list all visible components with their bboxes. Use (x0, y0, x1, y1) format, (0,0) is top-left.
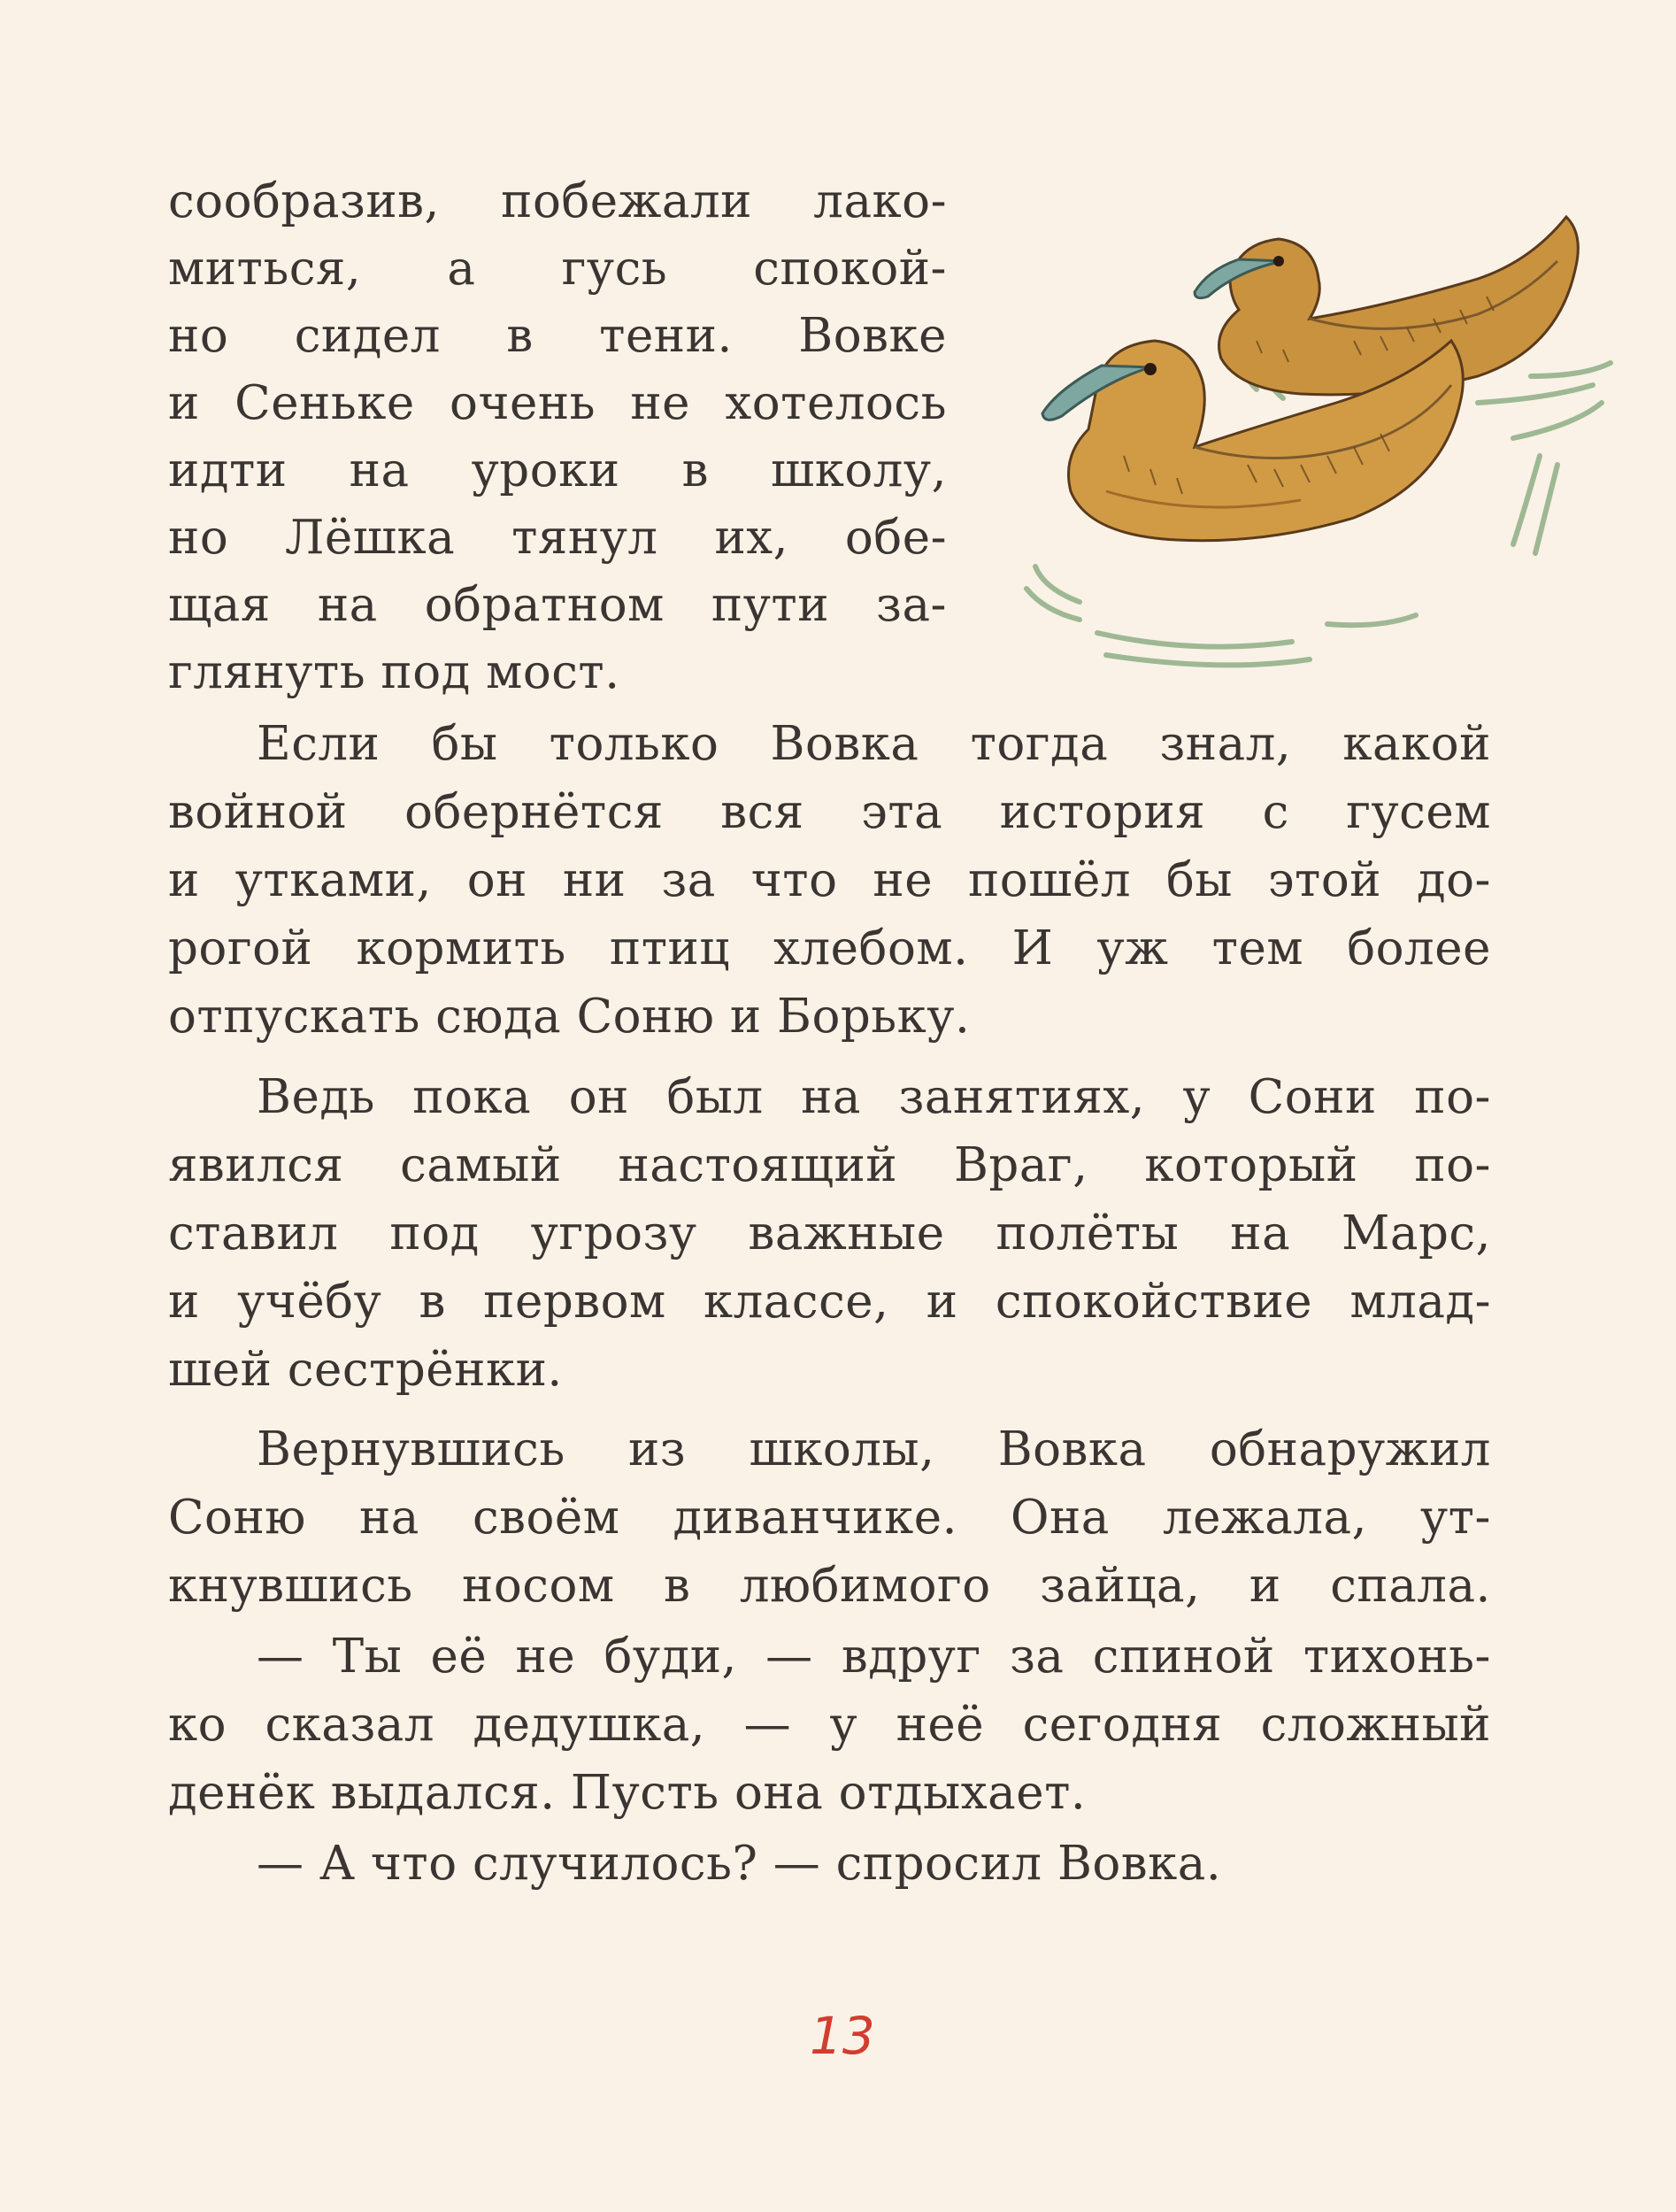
word: сказал (265, 1698, 435, 1752)
word: и (168, 853, 200, 907)
text-line (168, 854, 1491, 907)
text-line (168, 1344, 563, 1397)
text-line (168, 1699, 1491, 1752)
word: глянуть под мост. (168, 645, 620, 699)
word: только (549, 717, 719, 771)
word: обнаружил (1209, 1422, 1491, 1476)
word: рогой (168, 921, 313, 975)
word: Вовка (770, 717, 919, 771)
word: угрозу (530, 1206, 697, 1260)
word: обратном (424, 578, 665, 632)
word: более (1347, 921, 1491, 975)
text-line (168, 512, 947, 565)
word: что (750, 853, 838, 907)
text-line (168, 243, 947, 296)
text-line (168, 377, 947, 430)
word: знал, (1159, 717, 1292, 771)
word: а (447, 242, 476, 296)
page-number: 13 (810, 2006, 875, 2066)
word: уроки (471, 443, 620, 497)
word: первом (483, 1275, 666, 1329)
word: он (466, 853, 527, 907)
word: сообразив, (168, 174, 440, 228)
word: лако- (813, 174, 947, 228)
word: важные (748, 1206, 945, 1260)
word: диванчике. (673, 1491, 957, 1545)
word: денёк выдался. Пусть она отдыхает. (168, 1766, 1087, 1820)
text-line (168, 1423, 1491, 1476)
word: за- (876, 578, 947, 632)
text-line (168, 718, 1491, 771)
word: Вовке (798, 309, 947, 363)
word: шей сестрёнки. (168, 1343, 563, 1397)
word: сложный (1260, 1698, 1491, 1752)
word: он (568, 1070, 629, 1124)
word: идти (168, 443, 288, 497)
word: спала. (1330, 1559, 1491, 1613)
word: тем (1211, 921, 1304, 975)
word: отпускать сюда Соню и Борьку. (168, 990, 971, 1044)
text-line (168, 1838, 1221, 1891)
word: вся (720, 785, 804, 839)
word: по- (1414, 1138, 1491, 1192)
text-line (168, 1560, 1491, 1613)
word: полёты (996, 1206, 1180, 1260)
word: спокой- (753, 242, 947, 296)
word: пошёл (967, 853, 1132, 907)
word: тянул (511, 511, 658, 565)
word: и (1249, 1559, 1281, 1613)
word: какой (1342, 717, 1491, 771)
word: сегодня (1022, 1698, 1223, 1752)
word: этой (1267, 853, 1382, 907)
word: гусь (561, 242, 668, 296)
word: в (681, 443, 709, 497)
word: ут- (1420, 1491, 1491, 1545)
word: войной (168, 785, 348, 839)
word: классе, (703, 1275, 889, 1329)
word: занятиях, (898, 1070, 1146, 1124)
word: сидел (294, 309, 441, 363)
word: ко (168, 1698, 227, 1752)
text-line (168, 1071, 1491, 1124)
word: эта (861, 785, 943, 839)
word: пока (412, 1070, 532, 1124)
word: в (419, 1275, 446, 1329)
text-line (168, 579, 947, 632)
word: — А что случилось? — спросил Вовка. (257, 1837, 1222, 1891)
word: дедушка, (473, 1698, 706, 1752)
word: и (168, 376, 200, 430)
word: но (168, 511, 229, 565)
word: побежали (501, 174, 752, 228)
word: уж (1096, 921, 1169, 975)
word: зайца, (1040, 1559, 1201, 1613)
text-line (168, 1767, 1086, 1820)
word: Сеньке (234, 376, 415, 430)
word: спокойствие (995, 1275, 1313, 1329)
word: утками, (234, 853, 432, 907)
word: бы (431, 717, 498, 771)
word: очень (450, 376, 596, 430)
word: школы, (749, 1422, 935, 1476)
word: Марс, (1342, 1206, 1491, 1260)
ducks-illustration (1018, 164, 1664, 695)
text-line (168, 444, 947, 497)
word: своём (472, 1491, 620, 1545)
word: самый (400, 1138, 562, 1192)
word: за (661, 853, 716, 907)
word: не (630, 376, 691, 430)
text-line (168, 922, 1491, 975)
word: на (1230, 1206, 1291, 1260)
word: её (430, 1630, 488, 1684)
word: кнувшись (168, 1559, 413, 1613)
word: вдруг (841, 1630, 981, 1684)
word: явился (168, 1138, 344, 1192)
word: неё (896, 1698, 985, 1752)
word: из (627, 1422, 687, 1476)
text-line (168, 310, 947, 363)
word: — (257, 1630, 304, 1684)
word: тогда (970, 717, 1109, 771)
text-line (168, 1276, 1491, 1329)
word: обе- (844, 511, 947, 565)
word: спиной (1092, 1630, 1275, 1684)
word: Соню (168, 1491, 306, 1545)
word: у (1182, 1070, 1211, 1124)
word: за (1010, 1630, 1065, 1684)
word: не (515, 1630, 576, 1684)
word: на (358, 1491, 419, 1545)
text-line (168, 786, 1491, 839)
word: в (664, 1559, 691, 1613)
word: Ты (332, 1630, 403, 1684)
word: бы (1165, 853, 1233, 907)
word: хлебом. (773, 921, 969, 975)
word: Вернувшись (257, 1422, 565, 1476)
word: на (317, 578, 378, 632)
word: Она (1011, 1491, 1110, 1545)
word: Ведь (257, 1070, 375, 1124)
word: кормить (356, 921, 566, 975)
word: который (1144, 1138, 1358, 1192)
word: Вовка (997, 1422, 1147, 1476)
word: щая (168, 578, 271, 632)
word: до- (1416, 853, 1491, 907)
word: под (389, 1206, 480, 1260)
word: млад- (1349, 1275, 1491, 1329)
word: гусем (1346, 785, 1491, 839)
word: носом (462, 1559, 615, 1613)
word: с (1262, 785, 1289, 839)
word: ни (562, 853, 627, 907)
word: хотелось (725, 376, 947, 430)
word: пути (711, 578, 830, 632)
word: на (801, 1070, 862, 1124)
word: и (168, 1275, 200, 1329)
word: — (743, 1698, 792, 1752)
text-line (168, 1491, 1491, 1545)
word: у (829, 1698, 858, 1752)
word: миться, (168, 242, 362, 296)
word: буди, (604, 1630, 737, 1684)
word: тени. (599, 309, 733, 363)
word: по- (1414, 1070, 1491, 1124)
word: их, (714, 511, 788, 565)
word: ставил (168, 1206, 339, 1260)
word: в (506, 309, 534, 363)
word: но (168, 309, 229, 363)
word: история (999, 785, 1206, 839)
word: — (765, 1630, 813, 1684)
word: Лёшка (285, 511, 456, 565)
word: Враг, (953, 1138, 1088, 1192)
word: не (873, 853, 934, 907)
text-line (168, 990, 970, 1044)
text-line (168, 1207, 1491, 1260)
text-line (168, 1630, 1491, 1684)
word: был (666, 1070, 764, 1124)
word: любимого (739, 1559, 991, 1613)
word: обернётся (404, 785, 664, 839)
word: настоящий (618, 1138, 898, 1192)
word: птиц (609, 921, 730, 975)
word: и (926, 1275, 958, 1329)
text-line (168, 646, 620, 699)
word: Если (257, 717, 381, 771)
text-line (168, 1139, 1491, 1192)
word: учёбу (237, 1275, 382, 1329)
word: школу, (770, 443, 947, 497)
word: на (349, 443, 410, 497)
word: Сони (1248, 1070, 1377, 1124)
word: И (1011, 921, 1054, 975)
text-line (168, 175, 947, 228)
word: тихонь- (1303, 1630, 1491, 1684)
word: лежала, (1162, 1491, 1367, 1545)
